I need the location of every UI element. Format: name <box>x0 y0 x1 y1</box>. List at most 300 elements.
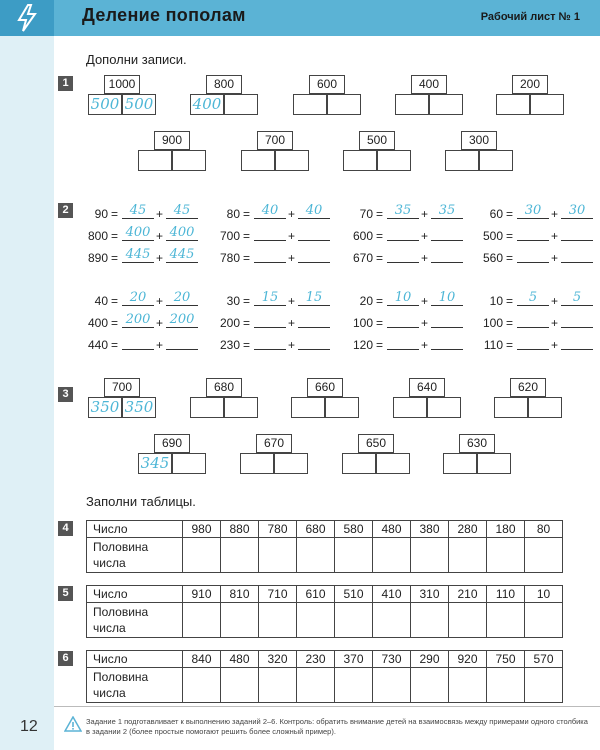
half-input-left[interactable] <box>343 150 377 171</box>
half-cell[interactable] <box>373 603 411 638</box>
equation-number: 800 <box>87 229 108 243</box>
equation <box>78 247 195 266</box>
split-box <box>190 378 258 418</box>
equation <box>343 315 453 331</box>
answer-blank-2[interactable]: 20 <box>166 290 198 306</box>
equals-sign: = <box>506 229 514 243</box>
equation <box>473 290 583 309</box>
equation <box>473 228 583 244</box>
equals-sign: = <box>111 316 119 330</box>
plus-sign: + <box>551 316 559 330</box>
number-cell: 750 <box>487 651 525 668</box>
half-cell[interactable] <box>525 668 563 703</box>
half-input-left[interactable]: 400 <box>190 94 224 115</box>
plus-sign: + <box>156 294 164 308</box>
split-box <box>445 131 513 171</box>
equation-number: 670 <box>352 251 373 265</box>
equation-number: 120 <box>352 338 373 352</box>
number-cell: 710 <box>259 586 297 603</box>
equation <box>343 290 456 309</box>
half-cell[interactable] <box>221 603 259 638</box>
half-input-left[interactable] <box>190 397 224 418</box>
equals-sign: = <box>506 251 514 265</box>
answer-blank-2[interactable] <box>298 312 330 328</box>
answer-blank-2[interactable] <box>298 225 330 241</box>
equals-sign: = <box>111 251 119 265</box>
answer-blank-2[interactable]: 40 <box>298 203 330 219</box>
whole-number: 660 <box>307 378 343 397</box>
half-cell[interactable] <box>335 668 373 703</box>
answer-blank-1[interactable] <box>254 312 286 328</box>
split-box <box>241 131 309 171</box>
task-number-1: 1 <box>58 76 73 91</box>
page-title: Деление пополам <box>82 5 246 25</box>
plus-sign: + <box>288 251 296 265</box>
number-cell: 810 <box>221 586 259 603</box>
equation <box>343 250 453 266</box>
half-cell[interactable] <box>221 538 259 573</box>
number-cell: 230 <box>297 651 335 668</box>
equals-sign: = <box>376 207 384 221</box>
half-cell[interactable] <box>411 668 449 703</box>
number-cell: 310 <box>411 586 449 603</box>
equation-number: 20 <box>359 294 373 308</box>
table-t4 <box>86 520 563 573</box>
equation-number: 10 <box>489 294 503 308</box>
half-input-right[interactable] <box>327 94 361 115</box>
number-cell: 320 <box>259 651 297 668</box>
half-cell[interactable] <box>297 668 335 703</box>
equals-sign: = <box>243 207 251 221</box>
half-cell[interactable] <box>183 668 221 703</box>
whole-number: 690 <box>154 434 190 453</box>
answer-blank-2[interactable] <box>561 225 593 241</box>
table-t6 <box>86 650 563 703</box>
equals-sign: = <box>111 338 119 352</box>
whole-number: 650 <box>358 434 394 453</box>
answer-blank-2[interactable]: 445 <box>166 247 198 263</box>
plus-sign: + <box>156 338 164 352</box>
half-input-right[interactable] <box>477 453 511 474</box>
answer-blank-2[interactable] <box>298 247 330 263</box>
half-input-left[interactable] <box>293 94 327 115</box>
answer-blank-2[interactable] <box>298 334 330 350</box>
worksheet-label: Рабочий лист № 1 <box>480 11 580 23</box>
half-cell[interactable] <box>411 603 449 638</box>
plus-sign: + <box>551 207 559 221</box>
equation <box>343 228 453 244</box>
half-input-right[interactable] <box>325 397 359 418</box>
number-cell: 580 <box>335 521 373 538</box>
answer-blank-1[interactable] <box>122 334 154 350</box>
half-cell[interactable] <box>335 538 373 573</box>
half-cell[interactable] <box>297 603 335 638</box>
answer-blank-1[interactable]: 40 <box>254 203 286 219</box>
half-input-right[interactable]: 350 <box>122 397 156 418</box>
equals-sign: = <box>243 294 251 308</box>
equation-number: 890 <box>87 251 108 265</box>
plus-sign: + <box>156 229 164 243</box>
answer-blank-1[interactable]: 30 <box>517 203 549 219</box>
equation <box>473 315 583 331</box>
warning-icon <box>64 716 82 737</box>
row-label-half-line1: Половина <box>93 540 149 554</box>
row-label-number: Число <box>87 586 183 603</box>
answer-blank-1[interactable] <box>387 334 419 350</box>
plus-sign: + <box>288 207 296 221</box>
number-cell: 610 <box>297 586 335 603</box>
number-cell: 840 <box>183 651 221 668</box>
whole-number: 620 <box>510 378 546 397</box>
answer-blank-1[interactable]: 5 <box>517 290 549 306</box>
number-cell: 980 <box>183 521 221 538</box>
plus-sign: + <box>551 294 559 308</box>
half-cell[interactable] <box>183 538 221 573</box>
task-number-4: 4 <box>58 521 73 536</box>
answer-blank-1[interactable]: 15 <box>254 290 286 306</box>
equals-sign: = <box>111 294 119 308</box>
split-box <box>240 434 308 474</box>
half-cell[interactable] <box>259 603 297 638</box>
number-cell: 880 <box>221 521 259 538</box>
answer-blank-2[interactable] <box>431 312 463 328</box>
equals-sign: = <box>243 316 251 330</box>
half-input-left[interactable]: 500 <box>88 94 122 115</box>
number-cell: 280 <box>449 521 487 538</box>
answer-blank-2[interactable]: 30 <box>561 203 593 219</box>
equation-number: 70 <box>359 207 373 221</box>
number-cell: 80 <box>525 521 563 538</box>
equation-number: 500 <box>482 229 503 243</box>
answer-blank-1[interactable] <box>517 225 549 241</box>
answer-blank-1[interactable] <box>517 247 549 263</box>
answer-blank-2[interactable]: 200 <box>166 312 198 328</box>
whole-number: 670 <box>256 434 292 453</box>
number-cell: 920 <box>449 651 487 668</box>
footer-divider <box>54 706 600 707</box>
equation <box>78 203 191 222</box>
answer-blank-2[interactable] <box>561 334 593 350</box>
half-cell[interactable] <box>373 538 411 573</box>
row-label-half-line1: Половина <box>93 670 149 684</box>
equals-sign: = <box>111 229 119 243</box>
equation <box>210 315 320 331</box>
number-cell: 570 <box>525 651 563 668</box>
row-label-half-line2: числа <box>93 556 126 570</box>
equation-number: 90 <box>94 207 108 221</box>
half-input-left[interactable] <box>395 94 429 115</box>
instruction-fill-tables: Заполни таблицы. <box>86 494 196 509</box>
half-input-right[interactable] <box>224 397 258 418</box>
number-cell: 210 <box>449 586 487 603</box>
half-input-right[interactable] <box>274 453 308 474</box>
half-cell[interactable] <box>259 668 297 703</box>
answer-blank-1[interactable]: 20 <box>122 290 154 306</box>
half-cell[interactable] <box>525 603 563 638</box>
answer-blank-2[interactable]: 45 <box>166 203 198 219</box>
equation-number: 230 <box>219 338 240 352</box>
equals-sign: = <box>506 316 514 330</box>
half-input-right[interactable] <box>376 453 410 474</box>
plus-sign: + <box>288 316 296 330</box>
equation <box>210 290 323 309</box>
plus-sign: + <box>551 338 559 352</box>
equals-sign: = <box>376 229 384 243</box>
split-box <box>395 75 463 115</box>
split-box <box>494 378 562 418</box>
answer-blank-1[interactable] <box>517 312 549 328</box>
half-input-right[interactable]: 500 <box>122 94 156 115</box>
answer-blank-1[interactable] <box>387 247 419 263</box>
whole-number: 900 <box>154 131 190 150</box>
equation <box>473 203 586 222</box>
number-cell: 410 <box>373 586 411 603</box>
instruction-fill-records: Дополни записи. <box>86 52 187 67</box>
equation-number: 440 <box>87 338 108 352</box>
teacher-note: Задание 1 подготавливает к выполнению заданий 2–6. Контроль: обратить внимание детей на взаимосвязь между примерами одного столбика в задании 2 (более простые помогают решить более сложный пример). <box>86 717 588 736</box>
lightning-icon <box>0 0 54 36</box>
half-input-left[interactable] <box>138 150 172 171</box>
equals-sign: = <box>506 207 514 221</box>
number-cell: 370 <box>335 651 373 668</box>
number-cell: 180 <box>487 521 525 538</box>
row-label-number: Число <box>87 521 183 538</box>
number-cell: 290 <box>411 651 449 668</box>
half-input-right[interactable] <box>479 150 513 171</box>
half-input-left[interactable] <box>240 453 274 474</box>
half-input-right[interactable] <box>224 94 258 115</box>
half-input-right[interactable] <box>429 94 463 115</box>
equation <box>210 228 320 244</box>
number-cell: 730 <box>373 651 411 668</box>
number-cell: 510 <box>335 586 373 603</box>
answer-blank-2[interactable]: 10 <box>431 290 463 306</box>
answer-blank-2[interactable] <box>431 247 463 263</box>
whole-number: 600 <box>309 75 345 94</box>
answer-blank-1[interactable]: 200 <box>122 312 154 328</box>
half-input-left[interactable] <box>342 453 376 474</box>
half-cell[interactable] <box>297 538 335 573</box>
equation-number: 30 <box>226 294 240 308</box>
number-cell: 380 <box>411 521 449 538</box>
row-label-number: Число <box>87 651 183 668</box>
half-input-right[interactable] <box>530 94 564 115</box>
half-cell[interactable] <box>487 603 525 638</box>
plus-sign: + <box>421 229 429 243</box>
half-cell[interactable] <box>449 538 487 573</box>
answer-blank-1[interactable] <box>387 225 419 241</box>
answer-blank-1[interactable] <box>517 334 549 350</box>
plus-sign: + <box>421 207 429 221</box>
split-box <box>88 75 156 115</box>
task-number-2: 2 <box>58 203 73 218</box>
answer-blank-2[interactable] <box>561 312 593 328</box>
half-input-left[interactable] <box>494 397 528 418</box>
plus-sign: + <box>421 338 429 352</box>
half-cell[interactable] <box>411 538 449 573</box>
answer-blank-2[interactable] <box>561 247 593 263</box>
answer-blank-2[interactable]: 400 <box>166 225 198 241</box>
equation <box>343 203 456 222</box>
whole-number: 700 <box>257 131 293 150</box>
answer-blank-1[interactable] <box>387 312 419 328</box>
page-number: 12 <box>20 718 38 735</box>
half-input-left[interactable] <box>445 150 479 171</box>
equals-sign: = <box>243 251 251 265</box>
half-input-left[interactable] <box>496 94 530 115</box>
answer-blank-1[interactable]: 45 <box>122 203 154 219</box>
half-cell[interactable] <box>335 603 373 638</box>
plus-sign: + <box>156 316 164 330</box>
equation <box>78 225 195 244</box>
equals-sign: = <box>376 294 384 308</box>
equation <box>343 337 453 353</box>
row-label-half <box>87 603 183 638</box>
split-box <box>342 434 410 474</box>
half-cell[interactable] <box>259 538 297 573</box>
answer-blank-2[interactable]: 5 <box>561 290 593 306</box>
equation-number: 100 <box>352 316 373 330</box>
plus-sign: + <box>421 316 429 330</box>
answer-blank-2[interactable]: 15 <box>298 290 330 306</box>
plus-sign: + <box>156 251 164 265</box>
whole-number: 200 <box>512 75 548 94</box>
plus-sign: + <box>551 251 559 265</box>
split-box <box>393 378 461 418</box>
answer-blank-2[interactable] <box>166 334 198 350</box>
row-label-half-line2: числа <box>93 621 126 635</box>
number-cell: 780 <box>259 521 297 538</box>
task-number-6: 6 <box>58 651 73 666</box>
half-cell[interactable] <box>373 668 411 703</box>
whole-number: 1000 <box>104 75 140 94</box>
half-input-right[interactable] <box>377 150 411 171</box>
answer-blank-1[interactable]: 35 <box>387 203 419 219</box>
header-bar <box>0 0 600 36</box>
answer-blank-1[interactable] <box>254 334 286 350</box>
answer-blank-1[interactable]: 10 <box>387 290 419 306</box>
number-cell: 110 <box>487 586 525 603</box>
half-cell[interactable] <box>183 603 221 638</box>
answer-blank-2[interactable]: 35 <box>431 203 463 219</box>
half-cell[interactable] <box>449 603 487 638</box>
number-cell: 480 <box>221 651 259 668</box>
row-label-half <box>87 538 183 573</box>
split-box <box>138 434 206 474</box>
equals-sign: = <box>243 338 251 352</box>
equals-sign: = <box>243 229 251 243</box>
plus-sign: + <box>288 294 296 308</box>
equals-sign: = <box>506 338 514 352</box>
number-cell: 10 <box>525 586 563 603</box>
half-input-left[interactable] <box>393 397 427 418</box>
equals-sign: = <box>376 316 384 330</box>
half-input-right[interactable] <box>528 397 562 418</box>
equation-number: 400 <box>87 316 108 330</box>
plus-sign: + <box>288 338 296 352</box>
equation-number: 780 <box>219 251 240 265</box>
equals-sign: = <box>111 207 119 221</box>
equation <box>78 312 195 331</box>
equation-number: 80 <box>226 207 240 221</box>
number-cell: 910 <box>183 586 221 603</box>
whole-number: 300 <box>461 131 497 150</box>
answer-blank-2[interactable] <box>431 334 463 350</box>
split-box <box>88 378 156 418</box>
split-box <box>293 75 361 115</box>
row-label-half-line2: числа <box>93 686 126 700</box>
split-box <box>291 378 359 418</box>
split-box <box>343 131 411 171</box>
table-t5 <box>86 585 563 638</box>
half-input-right[interactable] <box>172 150 206 171</box>
task-number-3: 3 <box>58 387 73 402</box>
split-box <box>496 75 564 115</box>
half-input-right[interactable] <box>172 453 206 474</box>
half-cell[interactable] <box>487 668 525 703</box>
equation-number: 60 <box>489 207 503 221</box>
equation-number: 40 <box>94 294 108 308</box>
whole-number: 640 <box>409 378 445 397</box>
half-input-left[interactable] <box>291 397 325 418</box>
row-label-half-line1: Половина <box>93 605 149 619</box>
half-input-left[interactable]: 345 <box>138 453 172 474</box>
equation <box>78 290 191 309</box>
half-input-left[interactable]: 350 <box>88 397 122 418</box>
half-input-right[interactable] <box>275 150 309 171</box>
whole-number: 630 <box>459 434 495 453</box>
equation-number: 700 <box>219 229 240 243</box>
equation <box>210 337 320 353</box>
whole-number: 500 <box>359 131 395 150</box>
answer-blank-1[interactable]: 400 <box>122 225 154 241</box>
split-box <box>443 434 511 474</box>
equation-number: 100 <box>482 316 503 330</box>
equals-sign: = <box>506 294 514 308</box>
answer-blank-1[interactable] <box>254 225 286 241</box>
whole-number: 400 <box>411 75 447 94</box>
equation-number: 200 <box>219 316 240 330</box>
split-box <box>138 131 206 171</box>
half-cell[interactable] <box>221 668 259 703</box>
plus-sign: + <box>551 229 559 243</box>
half-input-left[interactable] <box>443 453 477 474</box>
equation <box>210 250 320 266</box>
half-input-right[interactable] <box>427 397 461 418</box>
half-input-left[interactable] <box>241 150 275 171</box>
answer-blank-1[interactable] <box>254 247 286 263</box>
equation <box>78 337 188 353</box>
equation <box>473 250 583 266</box>
plus-sign: + <box>288 229 296 243</box>
row-label-half <box>87 668 183 703</box>
number-cell: 680 <box>297 521 335 538</box>
whole-number: 800 <box>206 75 242 94</box>
half-cell[interactable] <box>487 538 525 573</box>
split-box <box>190 75 258 115</box>
task-number-5: 5 <box>58 586 73 601</box>
answer-blank-2[interactable] <box>431 225 463 241</box>
equation <box>473 337 583 353</box>
half-cell[interactable] <box>449 668 487 703</box>
equals-sign: = <box>376 251 384 265</box>
equation-number: 560 <box>482 251 503 265</box>
equals-sign: = <box>376 338 384 352</box>
plus-sign: + <box>421 294 429 308</box>
equation-number: 600 <box>352 229 373 243</box>
answer-blank-1[interactable]: 445 <box>122 247 154 263</box>
half-cell[interactable] <box>525 538 563 573</box>
